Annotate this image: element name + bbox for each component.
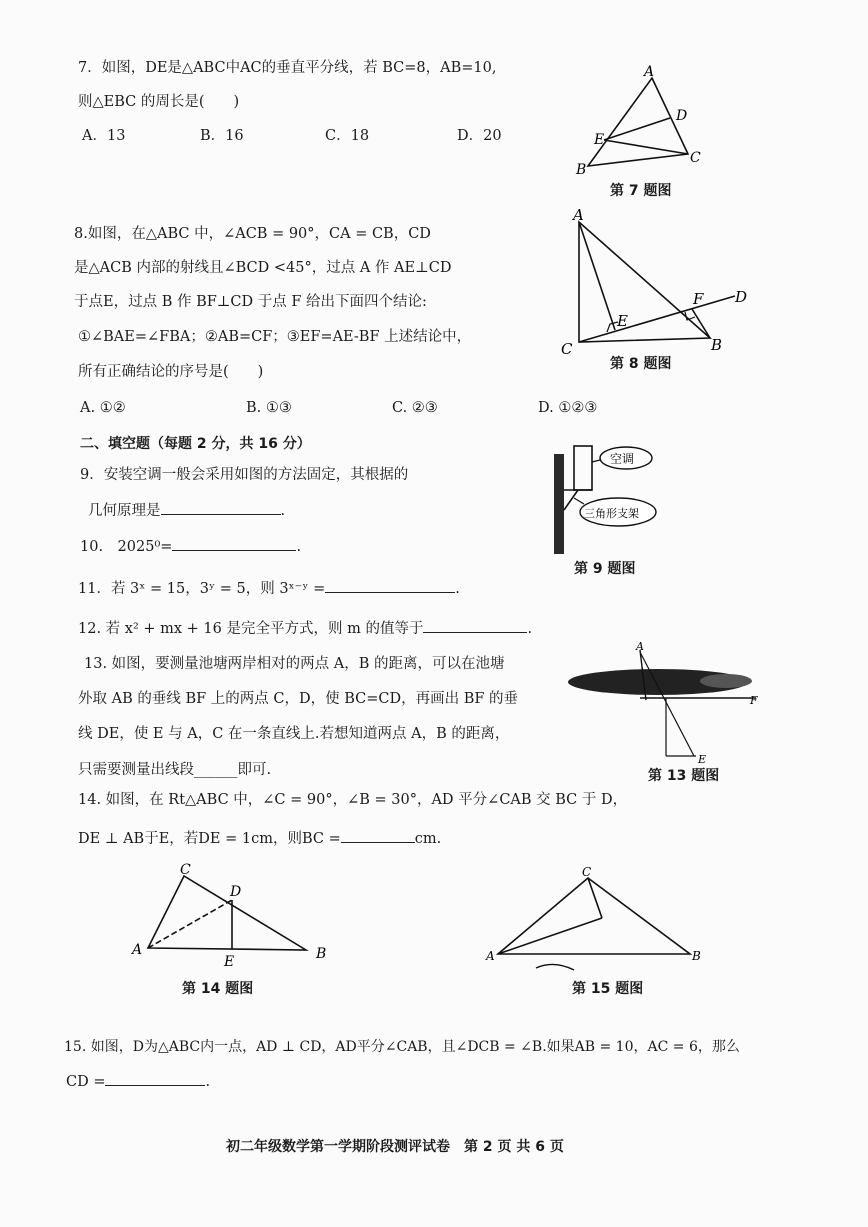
q14-stem-line1: 14. 如图，在 Rt△ABC 中，∠C = 90°，∠B = 30°，AD 平分∠CAB 交 BC 于 D， xyxy=(78,792,628,808)
q7-option-b: B．16 xyxy=(200,128,244,144)
q14-label-c: C xyxy=(180,862,191,878)
q14-row2 xyxy=(78,828,441,849)
q7-caption: 第 7 题图 xyxy=(610,183,672,199)
q11-row: 11．若 3ˣ = 15，3ʸ = 5，则 3ˣ⁻ʸ = . xyxy=(78,578,460,599)
q13-label-e: E xyxy=(698,753,707,766)
q14-stem-line2: DE ⊥ AB于E，若DE = 1cm，则BC = xyxy=(78,831,341,847)
q9-label-bracket: 三角形支架 xyxy=(584,507,639,520)
q8-stem-line3: 于点E，过点 B 作 BF⊥CD 于点 F 给出下面四个结论: xyxy=(74,294,427,310)
q8-stem-line5: 所有正确结论的序号是( ) xyxy=(78,364,264,380)
q7-label-d: D xyxy=(676,108,688,124)
q13-label-a: A xyxy=(636,640,644,653)
q7-label-b: B xyxy=(576,162,587,178)
q8-stem-line1: 8.如图，在△ABC 中，∠ACB = 90°，CA = CB，CD xyxy=(74,226,431,242)
q13-stem-line4: 只需要测量出线段______即可. xyxy=(78,762,272,778)
q7-label-c: C xyxy=(690,150,701,166)
q7-figure xyxy=(570,62,720,182)
q7-label-a: A xyxy=(644,64,655,80)
q8-caption: 第 8 题图 xyxy=(610,356,672,372)
q11-answer-blank[interactable] xyxy=(325,578,455,593)
q9-answer-blank[interactable] xyxy=(161,500,281,515)
q15-answer-blank[interactable] xyxy=(105,1071,205,1086)
q10-row: 10. 2025⁰= . xyxy=(80,536,301,557)
q8-label-e: E xyxy=(617,312,628,330)
q10-answer-blank[interactable] xyxy=(172,536,296,551)
q7-stem-line2: 则△EBC 的周长是( ) xyxy=(78,94,240,110)
q13-stem-line1: 13. 如图，要测量池塘两岸相对的两点 A，B 的距离，可以在池塘 xyxy=(84,656,505,672)
q8-stem-line4: ①∠BAE=∠FBA；②AB=CF；③EF=AE-BF 上述结论中， xyxy=(78,329,472,345)
q8-label-d: D xyxy=(735,288,748,306)
q15-caption: 第 15 题图 xyxy=(572,981,644,997)
q9-figure xyxy=(548,440,678,555)
q15-label-a: A xyxy=(486,949,495,963)
q15-stem-line2: CD = xyxy=(66,1074,106,1090)
q9-caption: 第 9 题图 xyxy=(574,561,636,577)
q14-label-d: D xyxy=(230,884,242,900)
q14-caption: 第 14 题图 xyxy=(182,981,254,997)
q8-figure xyxy=(555,204,755,354)
q11-stem: 11．若 3ˣ = 15，3ʸ = 5，则 3ˣ⁻ʸ = xyxy=(78,581,326,597)
q15-row2: CD = . xyxy=(66,1071,210,1092)
q10-stem: 10. 2025⁰= xyxy=(80,539,173,555)
page-footer: 初二年级数学第一学期阶段测评试卷 第 2 页 共 6 页 xyxy=(226,1139,564,1155)
q8-option-b: B. ①③ xyxy=(246,400,292,416)
q15-stem-line1: 15. 如图，D为△ABC内一点，AD ⊥ CD，AD平分∠CAB，且∠DCB = ∠B.如果AB = 10，AC = 6，那么 xyxy=(64,1039,740,1055)
q9-stem-line2: 几何原理是 xyxy=(88,503,161,519)
q12-answer-blank[interactable] xyxy=(423,618,527,633)
q13-label-f: F xyxy=(750,694,758,707)
q15-label-b: B xyxy=(692,949,701,963)
q13-figure xyxy=(566,638,766,768)
q8-label-b: B xyxy=(711,336,723,354)
q13-stem-line3: 线 DE，使 E 与 A，C 在一条直线上.若想知道两点 A，B 的距离， xyxy=(78,726,510,742)
q7-option-a: A．13 xyxy=(82,128,126,144)
q7-stem-line1: 7．如图，DE是△ABC中AC的垂直平分线，若 BC=8，AB=10, xyxy=(78,60,497,76)
section-title: 二、填空题（每题 2 分，共 16 分） xyxy=(80,436,311,452)
q7-label-e: E xyxy=(594,132,605,148)
q7-option-c: C．18 xyxy=(325,128,370,144)
q14-label-a: A xyxy=(132,942,143,958)
q14-answer-blank[interactable] xyxy=(341,828,415,843)
q13-caption: 第 13 题图 xyxy=(648,768,720,784)
q8-stem-line2: 是△ACB 内部的射线且∠BCD <45°，过点 A 作 AE⊥CD xyxy=(74,260,452,276)
q8-label-a: A xyxy=(573,206,584,224)
q8-option-a: A. ①② xyxy=(80,400,126,416)
q14-figure xyxy=(128,858,338,968)
q8-label-f: F xyxy=(693,290,704,308)
q15-label-c: C xyxy=(582,865,592,879)
q7-option-d: D．20 xyxy=(457,128,502,144)
q12-row: 12. 若 x² + mx + 16 是完全平方式，则 m 的值等于 . xyxy=(78,618,532,639)
q9-label-aircon: 空调 xyxy=(610,452,635,466)
q13-stem-line2: 外取 AB 的垂线 BF 上的两点 C，D，使 BC=CD，再画出 BF 的垂 xyxy=(78,691,519,707)
q9-stem-line2-row: 几何原理是 . xyxy=(88,500,285,521)
q15-figure xyxy=(484,862,714,972)
q12-stem: 12. 若 x² + mx + 16 是完全平方式，则 m 的值等于 xyxy=(78,621,424,637)
q8-option-c: C. ②③ xyxy=(392,400,438,416)
q14-unit: cm. xyxy=(414,831,442,847)
q8-option-d: D. ①②③ xyxy=(538,400,598,416)
q9-stem-line1: 9．安装空调一般会采用如图的方法固定，其根据的 xyxy=(80,467,409,483)
q14-label-b: B xyxy=(316,946,327,962)
q8-label-c: C xyxy=(561,340,573,354)
q14-label-e: E xyxy=(224,954,235,968)
